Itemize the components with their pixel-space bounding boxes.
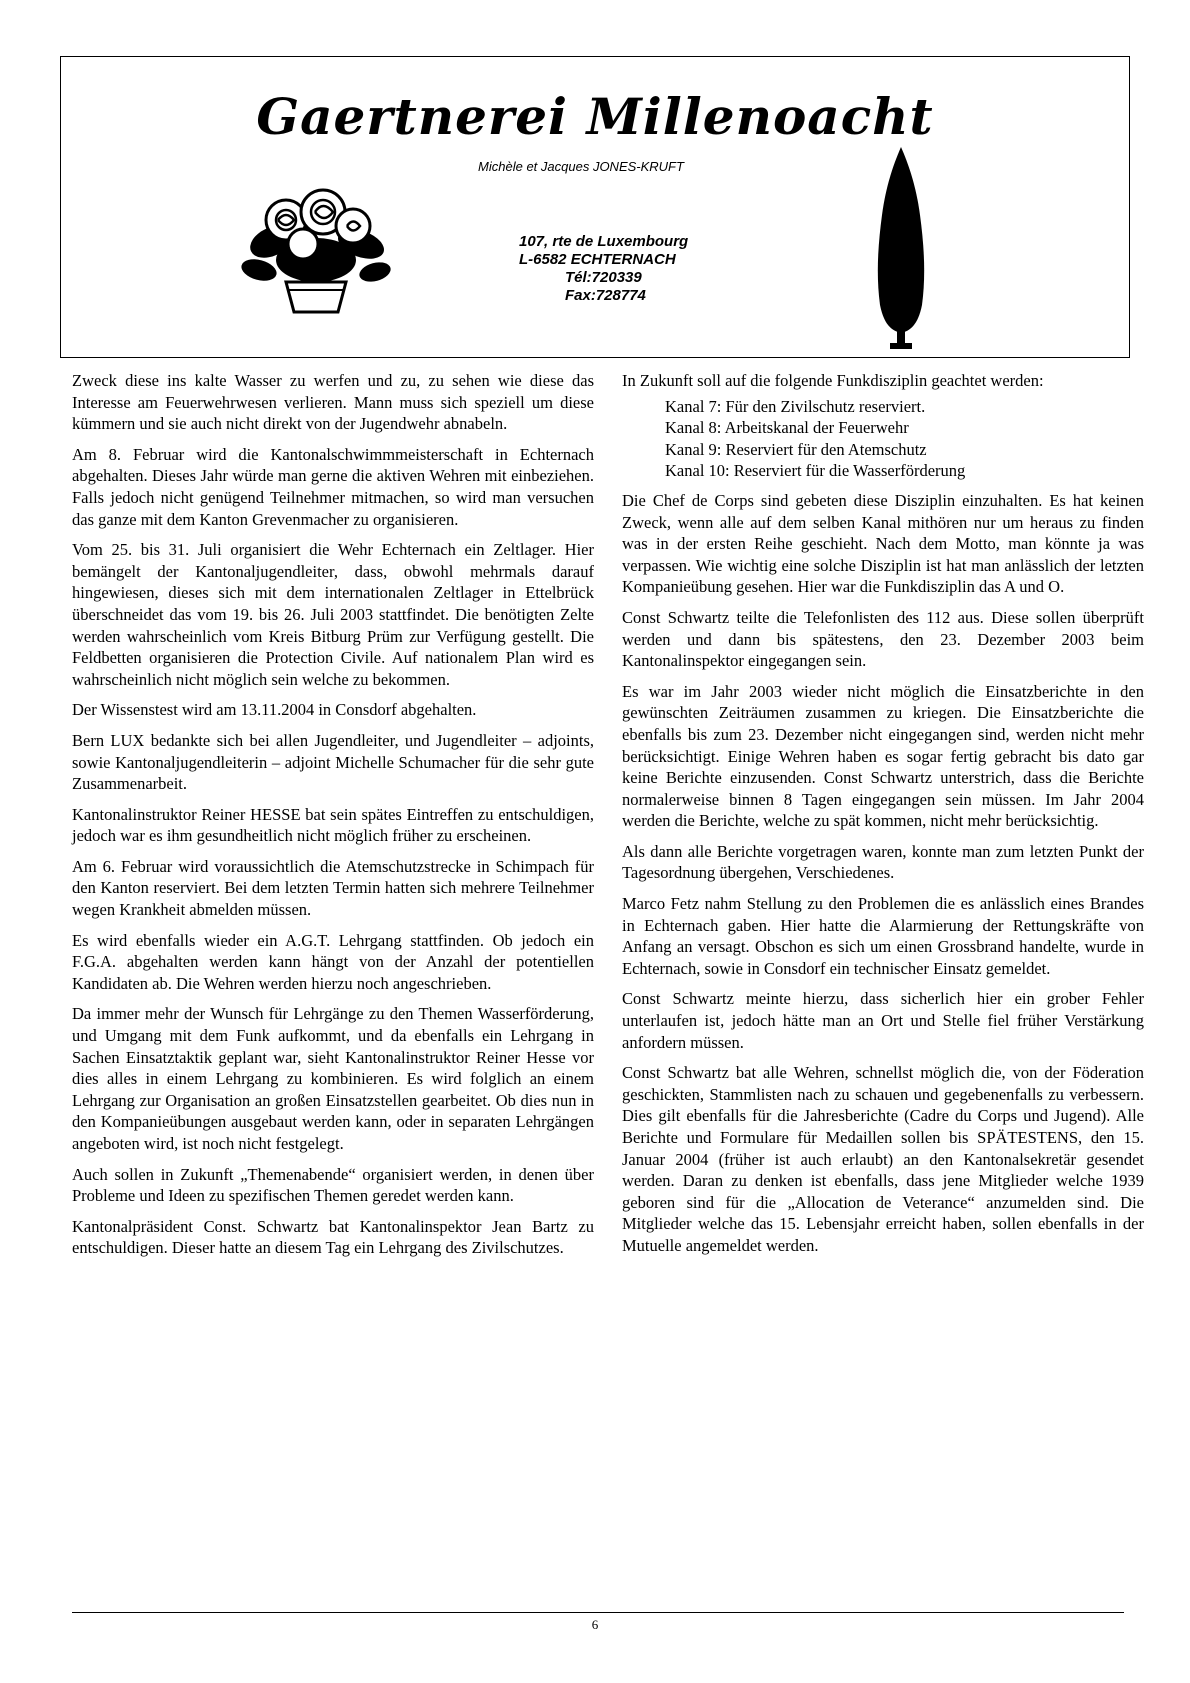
paragraph: Es war im Jahr 2003 wieder nicht möglich die Einsatzberichte in den gewünschten Zeiträumen zusammen zu kriegen. Die Einsatzberichte die ebenfalls bis zum 23. Dezember nicht eingegangen sind, werden nicht mehr berücksichtigt. Einige Wehren haben es sogar fertig gebracht bis dato gar keine Berichte einzusenden. Const Schwartz unterstrich, dass die Berichte normalerweise binnen 8 Tagen eingegangen sein müssen. Im Jahr 2004 werden die Berichte, welche zu spät kommen, nicht mehr berücksichtig. [622,681,1144,831]
paragraph: Die Chef de Corps sind gebeten diese Disziplin einzuhalten. Es hat keinen Zweck, wenn alle auf dem selben Kanal mithören nur um heraus zu finden was in der ersten Reihe geschieht. Nach dem Motto, man könnte ja was verpassen. Wie wichtig eine solche Disziplin ist hat man anlässlich der letzten Kompanieübung gesehen. Hier war die Funkdisziplin das A und O. [622,490,1144,597]
paragraph: Const Schwartz bat alle Wehren, schnellst möglich die, von der Föderation geschickten, Stammlisten nach zu schauen und gegebenenfalls zu verbessern. Dies gilt ebenfalls für die Jahresberichte (Cadre du Corps und Jugend). Alle Berichte und Formulare für Medaillen sollen bis SPÄTESTENS, den 15. Januar 2004 (früher ist auch erlaubt) an den Kantonalsekretär gesendet werden. Daran zu denken ist ebenfalls, dass jene Mitglieder welche 1939 geboren sind für die „Allocation de Veterance“ anzumelden sind. Die Mitglieder welche das 15. Lebensjahr erreicht haben, sollen ebenfalls in der Mutuelle angemeldet werden. [622,1063,1144,1255]
flower-pot-icon [241,182,391,317]
advertisement-box [60,56,1130,358]
paragraph: Der Wissenstest wird am 13.11.2004 in Consdorf abgehalten. [72,700,477,720]
paragraph: In Zukunft soll auf die folgende Funkdisziplin geachtet werden: [622,371,1044,390]
ad-owners: Michèle et Jacques JONES-KRUFT [478,159,684,174]
paragraph: Kantonalpräsident Const. Schwartz bat Kantonalinspektor Jean Bartz zu entschuldigen. Dieser hatte an diesem Tag ein Lehrgang des Zivilschutzes. [72,1216,594,1258]
paragraph: Bern LUX bedankte sich bei allen Jugendleiter, und Jugendleiter – adjoints, sowie Kantonaljugendleiterin – adjoint Michelle Schumacher für die sehr gute Zusammenarbeit. [72,730,594,794]
paragraph: Zweck diese ins kalte Wasser zu werfen und zu, zu sehen wie diese das Interesse am Feuerwehrwesen verlieren. Mann muss sich speziell um diese kümmern und sie auch nicht direkt von der Jugendwehr abnabeln. [72,371,594,434]
paragraph: Kantonalinstruktor Reiner HESSE bat sein spätes Eintreffen zu entschuldigen, jedoch war es ihm gesundheitlich nicht möglich früher zu erscheinen. [72,804,594,846]
ad-street: 107, rte de Luxembourg [519,233,689,250]
right-column [622,370,1144,1266]
list-item: Kanal 9: Reserviert für den Atemschutz [665,439,927,459]
ad-address [519,233,688,305]
list-item: Kanal 8: Arbeitskanal der Feuerwehr [665,418,909,438]
paragraph: Es wird ebenfalls wieder ein A.G.T. Lehrgang stattfinden. Ob jedoch ein F.G.A. abgehalten werden kann hängt von der Anzahl der potentiellen Kandidaten ab. Die Wehren werden hierzu noch angeschrieben. [72,930,594,993]
paragraph: Const Schwartz teilte die Telefonlisten des 112 aus. Diese sollen überprüft werden und dann bis spätestens, den 23. Dezember 2003 beim Kantonalinspektor eingegangen sein. [622,607,1144,671]
paragraph: Auch sollen in Zukunft „Themenabende“ organisiert werden, in denen über Probleme und Ideen zu spezifischen Themen geredet werden kann. [72,1164,594,1206]
ad-fax: Fax:728774 [565,287,646,304]
radio-channel-list [665,396,1144,482]
ad-telephone: Tél:720339 [565,269,642,286]
footer-divider [72,1612,1124,1613]
cypress-tree-icon [866,145,936,355]
paragraph: Da immer mehr der Wunsch für Lehrgänge zu den Themen Wasserförderung, und Umgang mit dem Funk aufkommt, und da ebenfalls ein Lehrgang in Sachen Einsatztaktik geplant war, sieht Kantonalinstruktor Reiner Hesse vor dies alles in einem Lehrgang zu kombinieren. Es wird folglich an einem Lehrgang zur Organisation an großen Einsatzstellen gearbeitet. Ob dies nun in den Kompanieübungen ausgebaut werden kann, oder in separaten Lehrgängen angeboten wird, ist noch nicht festgelegt. [72,1004,594,1153]
paragraph: Vom 25. bis 31. Juli organisiert die Wehr Echternach ein Zeltlager. Hier bemängelt der Kantonaljugendleiter, dass, obwohl mehrmals darauf hingewiesen, dieses sich mit dem internationalen Zeltlager in Ettelbrück überschneidet das vom 19. bis 26. Juli 2003 stattfindet. Die benötigten Zelte werden wahrscheinlich vom Kreis Bitburg Prüm zur Verfügung gestellt. Die Feldbetten organisieren die Protection Civile. Auf nationalem Plan wird es wahrscheinlich nicht möglich sein welche zu bekommen. [72,540,594,689]
left-column [72,370,594,1268]
page-number: 6 [591,1617,599,1632]
list-item: Kanal 10: Reserviert für die Wasserförderung [665,461,966,481]
paragraph: Marco Fetz nahm Stellung zu den Problemen die es anlässlich eines Brandes in Echternach gaben. Hier hatte die Alarmierung der Rettungskräfte von Anfang an versagt. Obschon es sich um einen Grossbrand handelte, wurde in Echternach, sowie in Consdorf ein technischer Einsatz gemeldet. [622,894,1144,978]
paragraph: Am 8. Februar wird die Kantonalschwimmmeisterschaft in Echternach abgehalten. Dieses Jahr würde man gerne die aktiven Wehren mit einbeziehen. Falls jedoch nicht genügend Teilnehmer mitmachen, so wird man versuchen das ganze mit dem Kanton Grevenmacher zu organisieren. [72,444,594,529]
list-item: Kanal 7: Für den Zivilschutz reserviert. [665,396,926,416]
paragraph: Const Schwartz meinte hierzu, dass sicherlich hier ein grober Fehler unterlaufen ist, jedoch hätte man an Ort und Stelle fiel früher Verstärkung anfordern müssen. [622,989,1144,1052]
paragraph: Am 6. Februar wird voraussichtlich die Atemschutzstrecke in Schimpach für den Kanton reserviert. Bei dem letzten Termin hatten sich mehrere Teilnehmer wegen Krankheit abmelden müssen. [72,856,594,920]
paragraph: Als dann alle Berichte vorgetragen waren, konnte man zum letzten Punkt der Tagesordnung übergehen, Verschiedenes. [622,841,1144,883]
ad-city: L-6582 ECHTERNACH [519,251,676,268]
ad-title: Gaertnerei Millenoacht [256,87,934,146]
